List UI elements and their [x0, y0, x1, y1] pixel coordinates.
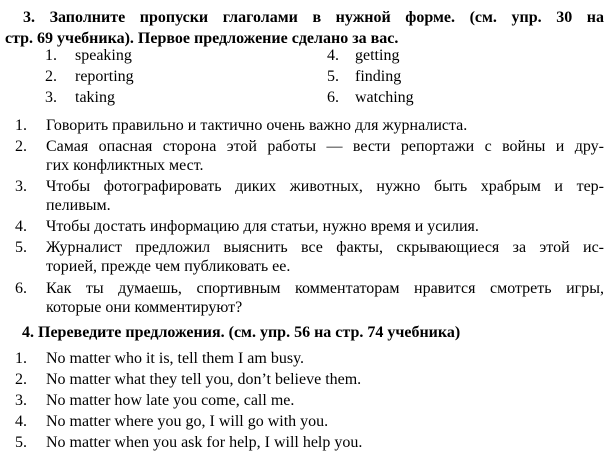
sentence-text: Журналист предложил выяснить все факты, скрывающиеся за этой ис- — [46, 239, 604, 256]
sentence-text: Чтобы фотографировать диких животных, нужно быть храбрым и тер- — [46, 178, 604, 195]
sentence-number: 3. — [15, 178, 27, 195]
sentence-number: 6. — [15, 280, 27, 297]
sentence-text: Чтобы достать информацию для статьи, нужно время и усилия. — [46, 218, 479, 235]
task4-title: 4. Переведите предложения. (см. упр. 56 на стр. 74 учебника) — [22, 324, 461, 341]
sentence-text: No matter who it is, tell them I am busy. — [46, 350, 305, 367]
sentence-text: торией, прежде чем публиковать ее. — [46, 258, 291, 275]
sentence-text: Как ты думаешь, спортивным комментаторам нравится смотреть игры, — [46, 280, 604, 297]
verb-word: reporting — [75, 68, 134, 85]
verb-number: 1. — [45, 47, 57, 64]
sentence-text: гих конфликтных мест. — [46, 157, 204, 174]
sentence-number: 3. — [15, 392, 27, 409]
sentence-number: 1. — [15, 117, 27, 134]
verb-word: finding — [355, 68, 402, 85]
sentence-number: 2. — [15, 371, 27, 388]
sentence-text: No matter how late you come, call me. — [46, 392, 295, 409]
sentence-number: 4. — [15, 218, 27, 235]
verb-word: taking — [75, 89, 115, 106]
sentence-number: 1. — [15, 350, 27, 367]
sentence-text: No matter when you ask for help, I will help you. — [46, 434, 363, 451]
verb-number: 2. — [45, 68, 57, 85]
verb-word: speaking — [75, 47, 132, 64]
verb-word: watching — [355, 89, 414, 106]
sentence-text: No matter where you go, I will go with you. — [46, 413, 329, 430]
task3-title-line1: 3. Заполните пропуски глаголами в нужной форме. (см. упр. 30 на — [23, 9, 604, 26]
sentence-number: 5. — [15, 239, 27, 256]
verb-number: 4. — [327, 47, 339, 64]
sentence-text: Говорить правильно и тактично очень важно для журналиста. — [46, 117, 468, 134]
sentence-text: Самая опасная сторона этой работы — вести репортажи с войны и дру- — [46, 138, 604, 155]
verb-number: 3. — [45, 89, 57, 106]
sentence-text: пеливым. — [46, 197, 111, 214]
sentence-number: 2. — [15, 138, 27, 155]
sentence-number: 4. — [15, 413, 27, 430]
verb-number: 6. — [327, 89, 339, 106]
verb-number: 5. — [327, 68, 339, 85]
sentence-text: которые они комментируют? — [46, 299, 243, 316]
sentence-text: No matter what they tell you, don’t believe them. — [46, 371, 362, 388]
verb-word: getting — [355, 47, 400, 64]
task3-title-line2: стр. 69 учебника). Первое предложение сделано за вас. — [5, 30, 399, 47]
sentence-number: 5. — [15, 434, 27, 451]
